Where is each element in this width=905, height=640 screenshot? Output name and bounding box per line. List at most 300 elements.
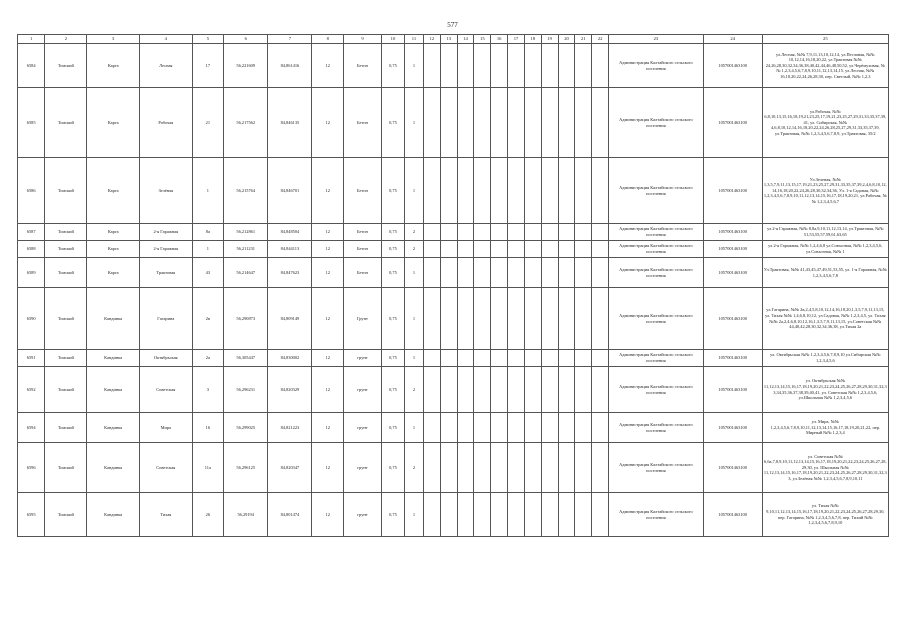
column-header: 7 <box>268 35 312 44</box>
cell-id: 6587 <box>18 224 45 241</box>
cell-c8: 12 <box>312 288 344 350</box>
cell-empty <box>558 413 575 443</box>
cell-settlement: Кандинка <box>87 288 140 350</box>
cell-lon: 84,801474 <box>268 493 312 537</box>
cell-empty <box>524 367 541 413</box>
cell-empty <box>592 413 609 443</box>
cell-c12 <box>423 413 440 443</box>
cell-empty <box>440 88 457 158</box>
cell-admin: Администрация Калтайского сельского поселения <box>609 158 704 224</box>
cell-empty <box>592 443 609 493</box>
cell-c11: 1 <box>405 258 424 288</box>
column-header: 13 <box>440 35 457 44</box>
cell-empty <box>440 367 457 413</box>
cell-empty <box>457 493 474 537</box>
table-row <box>18 493 889 537</box>
cell-empty <box>524 241 541 258</box>
cell-empty <box>575 241 592 258</box>
cell-empty <box>440 258 457 288</box>
table-row <box>18 288 889 350</box>
header-row <box>18 35 889 44</box>
cell-empty <box>558 288 575 350</box>
cell-empty <box>474 413 491 443</box>
column-header: 15 <box>474 35 491 44</box>
cell-code: 1057001463100 <box>703 224 762 241</box>
column-header: 2 <box>45 35 87 44</box>
cell-settlement: Карга <box>87 158 140 224</box>
column-header: 8 <box>312 35 344 44</box>
cell-code: 1057001463100 <box>703 413 762 443</box>
cell-id: 6595 <box>18 493 45 537</box>
cell-c10: 0,75 <box>381 350 404 367</box>
cell-street: Рабочая <box>140 88 193 158</box>
cell-empty <box>524 413 541 443</box>
cell-empty <box>474 443 491 493</box>
cell-lon: 84,820347 <box>268 443 312 493</box>
cell-district: Томский <box>45 350 87 367</box>
cell-empty <box>508 493 525 537</box>
cell-c12 <box>423 367 440 413</box>
cell-empty <box>558 367 575 413</box>
cell-district: Томский <box>45 241 87 258</box>
cell-c10: 0,75 <box>381 413 404 443</box>
cell-id: 6591 <box>18 350 45 367</box>
cell-id: 6592 <box>18 367 45 413</box>
cell-lon: 84,821223 <box>268 413 312 443</box>
cell-id: 6586 <box>18 158 45 224</box>
cell-house: 11а <box>192 443 224 493</box>
cell-lat: 56,296125 <box>224 443 268 493</box>
cell-c10: 0,75 <box>381 158 404 224</box>
cell-empty <box>440 350 457 367</box>
cell-lon: 84,846135 <box>268 88 312 158</box>
cell-district: Томский <box>45 224 87 241</box>
cell-empty <box>575 88 592 158</box>
cell-code: 1057001463100 <box>703 350 762 367</box>
column-header: 6 <box>224 35 268 44</box>
column-header: 10 <box>381 35 404 44</box>
cell-empty <box>508 158 525 224</box>
cell-house: 8а <box>192 224 224 241</box>
cell-lat: 56,215764 <box>224 158 268 224</box>
cell-id: 6590 <box>18 288 45 350</box>
cell-empty <box>457 350 474 367</box>
cell-cover: Бетон <box>344 241 382 258</box>
cell-settlement: Кандинка <box>87 413 140 443</box>
cell-empty <box>575 367 592 413</box>
cell-addresses: ул.Рабочая, №№ 6,8,10,13,15,16,18,19,21,23,25,17,19,21,23,25,27,29,31,33,35,37,39,41, ул. Сибирская, №№ 4,6,8,10,12,14,16,18,20,22,24,26,28,25,27,29,31,33,35,37,39, ул.Трактовая, №№ 1,2,3,4,5,6,7,8,9, ул.Трактовая, 35/2 <box>762 88 888 158</box>
cell-house: 3 <box>192 367 224 413</box>
cell-empty <box>508 367 525 413</box>
cell-empty <box>440 241 457 258</box>
cell-empty <box>524 258 541 288</box>
cell-empty <box>508 443 525 493</box>
table-row <box>18 258 889 288</box>
cell-c8: 12 <box>312 158 344 224</box>
cell-c8: 12 <box>312 493 344 537</box>
cell-house: 26 <box>192 493 224 537</box>
cell-addresses: ул.Гагарина, №№ 2в,2,4,5,8,10,12,14,16,18,20,1,3,5,7,9,11,13,15, ул. Тихая №№ 1,4,6,8,10,12, ул.Садовая, №№ 1,2,3,4,5, ул. Тихая №№ 2а,2,4,6,8,10,12,16,1,3,5,7,9,11,13,15, ул.Советская №№ 44,40,42,28,30,32,34,36,38, ул.Тихая 2а <box>762 288 888 350</box>
cell-lat: 56,305447 <box>224 350 268 367</box>
cell-empty <box>575 258 592 288</box>
cell-district: Томский <box>45 443 87 493</box>
cell-empty <box>558 258 575 288</box>
cell-street: Тихая <box>140 493 193 537</box>
cell-empty <box>541 413 558 443</box>
cell-district: Томский <box>45 44 87 88</box>
cell-empty <box>558 443 575 493</box>
cell-empty <box>558 241 575 258</box>
cell-c10: 0,75 <box>381 288 404 350</box>
cell-empty <box>508 288 525 350</box>
table-row <box>18 350 889 367</box>
cell-empty <box>558 44 575 88</box>
cell-district: Томский <box>45 413 87 443</box>
cell-empty <box>541 288 558 350</box>
cell-c10: 0,75 <box>381 241 404 258</box>
cell-empty <box>474 241 491 258</box>
cell-empty <box>592 288 609 350</box>
column-header: 12 <box>423 35 440 44</box>
cell-empty <box>457 158 474 224</box>
cell-street: Советская <box>140 367 193 413</box>
page-number: 577 <box>447 21 458 29</box>
cell-c11: 2 <box>405 443 424 493</box>
cell-empty <box>457 224 474 241</box>
cell-cover: грунт <box>344 350 382 367</box>
cell-admin: Администрация Калтайского сельского поселения <box>609 493 704 537</box>
cell-empty <box>474 367 491 413</box>
cell-c12 <box>423 44 440 88</box>
cell-empty <box>575 158 592 224</box>
cell-cover: Грунт <box>344 288 382 350</box>
cell-settlement: Кандинка <box>87 367 140 413</box>
cell-c8: 12 <box>312 350 344 367</box>
cell-c11: 1 <box>405 413 424 443</box>
cell-empty <box>524 288 541 350</box>
table-row <box>18 44 889 88</box>
table-row <box>18 367 889 413</box>
cell-c12 <box>423 288 440 350</box>
cell-lat: 56,211231 <box>224 241 268 258</box>
cell-empty <box>558 158 575 224</box>
cell-cover: Бетон <box>344 258 382 288</box>
cell-admin: Администрация Калтайского сельского поселения <box>609 367 704 413</box>
cell-street: Советская <box>140 443 193 493</box>
cell-addresses: ул. Тихая №№ 9,10,11,12,13,14,15,16,17,18,19,20,21,22,23,24,25,26,27,28,29,30, пер. Гагарина, №№ 1,2,3,4,5,6,7,8, пер. Тихий №№ 1,2,3,4,5,6,7,8,9,10 <box>762 493 888 537</box>
cell-empty <box>474 258 491 288</box>
cell-empty <box>508 258 525 288</box>
cell-admin: Администрация Калтайского сельского поселения <box>609 88 704 158</box>
cell-lat: 56,29194 <box>224 493 268 537</box>
cell-c8: 12 <box>312 367 344 413</box>
cell-empty <box>541 258 558 288</box>
cell-district: Томский <box>45 288 87 350</box>
cell-empty <box>592 44 609 88</box>
column-header: 17 <box>508 35 525 44</box>
cell-empty <box>558 350 575 367</box>
cell-c10: 0,75 <box>381 224 404 241</box>
cell-c8: 12 <box>312 443 344 493</box>
cell-empty <box>592 367 609 413</box>
cell-cover: грунт <box>344 493 382 537</box>
cell-c10: 0,75 <box>381 493 404 537</box>
cell-admin: Администрация Калтайского сельского поселения <box>609 258 704 288</box>
cell-empty <box>440 224 457 241</box>
cell-empty <box>491 413 508 443</box>
cell-c11: 1 <box>405 493 424 537</box>
cell-empty <box>592 88 609 158</box>
column-header: 16 <box>491 35 508 44</box>
table-row <box>18 158 889 224</box>
cell-empty <box>457 367 474 413</box>
cell-addresses: ул.Лесная, №№ 7,9,11,13,10,12,14, ул.Песчаная, №№ 10,12,14,16,18,20,22, ул.Трактовая №№ 24,26,28,30,32,34,36,38,40,42,44,46,48,50,52, ул.Черёмуховая, №№ 1,2,3,4,5,6,7,8,9,10,11,12,13,14,15, ул.Лесная, №№ 16,18,20,22,24,26,28,30, пер. Светлый, №№ 1,2,3 <box>762 44 888 88</box>
cell-c8: 12 <box>312 44 344 88</box>
column-header: 19 <box>541 35 558 44</box>
cell-empty <box>524 350 541 367</box>
cell-c12 <box>423 443 440 493</box>
cell-empty <box>575 224 592 241</box>
cell-empty <box>491 443 508 493</box>
cell-admin: Администрация Калтайского сельского поселения <box>609 350 704 367</box>
cell-district: Томский <box>45 258 87 288</box>
cell-house: 17 <box>192 44 224 88</box>
cell-empty <box>592 350 609 367</box>
cell-empty <box>575 493 592 537</box>
cell-empty <box>541 241 558 258</box>
cell-c10: 0,75 <box>381 88 404 158</box>
cell-addresses: ул. Советская №№ 6,6а,7,8,9,10,11,12,13,14,15,16,17,18,19,20,21,22,23,24,25,26,27,28,29,30, ул. Школьная №№ 11,12,13,14,15,16,17,18,19,20,21,22,23,24,25,26,27,28,29,30,31,32,33, ул.Зелёная №№ 1,2,3,4,5,6,7,8,9,10,11 <box>762 443 888 493</box>
cell-district: Томский <box>45 88 87 158</box>
cell-code: 1057001463100 <box>703 288 762 350</box>
cell-c12 <box>423 258 440 288</box>
cell-code: 1057001463100 <box>703 44 762 88</box>
cell-lon: 84,830002 <box>268 350 312 367</box>
cell-empty <box>575 350 592 367</box>
column-header: 23 <box>609 35 704 44</box>
cell-empty <box>457 258 474 288</box>
cell-empty <box>474 224 491 241</box>
cell-id: 6596 <box>18 443 45 493</box>
cell-empty <box>474 44 491 88</box>
cell-district: Томский <box>45 493 87 537</box>
cell-admin: Администрация Калтайского сельского поселения <box>609 224 704 241</box>
column-header: 24 <box>703 35 762 44</box>
cell-code: 1057001463100 <box>703 443 762 493</box>
cell-empty <box>440 413 457 443</box>
cell-id: 6584 <box>18 44 45 88</box>
cell-c8: 12 <box>312 88 344 158</box>
cell-empty <box>575 443 592 493</box>
cell-c8: 12 <box>312 224 344 241</box>
cell-c12 <box>423 350 440 367</box>
cell-c11: 1 <box>405 350 424 367</box>
cell-empty <box>575 413 592 443</box>
column-header: 21 <box>575 35 592 44</box>
cell-c11: 2 <box>405 224 424 241</box>
column-header: 11 <box>405 35 424 44</box>
cell-lat: 56,296231 <box>224 367 268 413</box>
cell-empty <box>457 413 474 443</box>
table-row <box>18 241 889 258</box>
cell-lat: 56,221609 <box>224 44 268 88</box>
cell-settlement: Карга <box>87 44 140 88</box>
cell-empty <box>457 288 474 350</box>
cell-house: 2в <box>192 288 224 350</box>
cell-code: 1057001463100 <box>703 158 762 224</box>
cell-empty <box>491 493 508 537</box>
cell-empty <box>508 224 525 241</box>
cell-empty <box>558 224 575 241</box>
cell-addresses: ул. Октябрьская №№ 1,2,3,4,5,6,7,8,9,10 ул.Сибирская №№ 1,2,3,4,5,6 <box>762 350 888 367</box>
cell-empty <box>508 88 525 158</box>
cell-empty <box>524 44 541 88</box>
cell-c11: 2 <box>405 241 424 258</box>
cell-street: Лесная <box>140 44 193 88</box>
cell-empty <box>457 44 474 88</box>
cell-house: 2а <box>192 350 224 367</box>
cell-cover: Бетон <box>344 224 382 241</box>
cell-empty <box>541 443 558 493</box>
cell-c8: 12 <box>312 413 344 443</box>
cell-cover: грунт <box>344 443 382 493</box>
cell-empty <box>541 88 558 158</box>
cell-addresses: ул. Октябрьская №№ 11,12,13,14,15,16,17,18,19,20,21,22,23,24,25,26,27,28,29,30,31,32,33,34,35,36,37,38,39,40,41, ул. Советская №№ 1,2,3,4,5,6, ул.Школьная №№ 1,2,3,4,5,6 <box>762 367 888 413</box>
cell-cover: Бетон <box>344 88 382 158</box>
cell-empty <box>491 350 508 367</box>
cell-street: Зелёная <box>140 158 193 224</box>
cell-cover: Бетон <box>344 44 382 88</box>
column-header: 4 <box>140 35 193 44</box>
cell-c10: 0,75 <box>381 258 404 288</box>
cell-admin: Администрация Калтайского сельского поселения <box>609 443 704 493</box>
cell-district: Томский <box>45 158 87 224</box>
table-row <box>18 88 889 158</box>
cell-c12 <box>423 224 440 241</box>
column-header: 9 <box>344 35 382 44</box>
cell-empty <box>491 224 508 241</box>
cell-code: 1057001463100 <box>703 241 762 258</box>
cell-empty <box>508 241 525 258</box>
cell-cover: Бетон <box>344 158 382 224</box>
cell-empty <box>524 88 541 158</box>
cell-lon: 84,809149 <box>268 288 312 350</box>
cell-c11: 1 <box>405 158 424 224</box>
cell-c12 <box>423 88 440 158</box>
cell-empty <box>491 367 508 413</box>
cell-empty <box>592 493 609 537</box>
cell-house: 1 <box>192 241 224 258</box>
cell-settlement: Карга <box>87 241 140 258</box>
cell-cover: грунт <box>344 367 382 413</box>
cell-empty <box>541 44 558 88</box>
cell-code: 1057001463100 <box>703 258 762 288</box>
cell-c12 <box>423 158 440 224</box>
cell-empty <box>524 224 541 241</box>
cell-district: Томский <box>45 367 87 413</box>
cell-empty <box>524 493 541 537</box>
cell-c11: 1 <box>405 44 424 88</box>
cell-empty <box>491 44 508 88</box>
cell-addresses: Ул.Трактовая, №№ 41,43,45,47,49,51,53,55, ул. 1-я Гаражная, №№ 1,2,3,4,5,6,7,8 <box>762 258 888 288</box>
cell-street: 2-я Гаражная <box>140 224 193 241</box>
cell-empty <box>508 44 525 88</box>
column-header: 20 <box>558 35 575 44</box>
cell-c12 <box>423 241 440 258</box>
cell-lon: 84,844113 <box>268 241 312 258</box>
cell-lat: 56,290873 <box>224 288 268 350</box>
cell-empty <box>541 224 558 241</box>
cell-empty <box>592 241 609 258</box>
cell-settlement: Карга <box>87 258 140 288</box>
cell-settlement: Кандинка <box>87 443 140 493</box>
cell-c12 <box>423 493 440 537</box>
cell-lon: 84,846701 <box>268 158 312 224</box>
cell-empty <box>541 493 558 537</box>
cell-code: 1057001463100 <box>703 88 762 158</box>
cell-empty <box>592 224 609 241</box>
cell-empty <box>592 258 609 288</box>
register-table <box>17 34 889 537</box>
cell-lon: 84,847623 <box>268 258 312 288</box>
cell-lat: 56,212861 <box>224 224 268 241</box>
cell-empty <box>491 88 508 158</box>
column-header: 3 <box>87 35 140 44</box>
column-header: 22 <box>592 35 609 44</box>
cell-id: 6589 <box>18 258 45 288</box>
cell-street: Трактовая <box>140 258 193 288</box>
cell-c8: 12 <box>312 241 344 258</box>
cell-empty <box>457 241 474 258</box>
cell-id: 6594 <box>18 413 45 443</box>
cell-street: Мира <box>140 413 193 443</box>
cell-empty <box>474 88 491 158</box>
cell-empty <box>440 443 457 493</box>
cell-lat: 56,299025 <box>224 413 268 443</box>
cell-empty <box>440 158 457 224</box>
table-row <box>18 224 889 241</box>
cell-empty <box>541 158 558 224</box>
cell-house: 21 <box>192 88 224 158</box>
column-header: 25 <box>762 35 888 44</box>
cell-code: 1057001463100 <box>703 493 762 537</box>
cell-c8: 12 <box>312 258 344 288</box>
cell-c10: 0,75 <box>381 443 404 493</box>
cell-empty <box>440 493 457 537</box>
cell-empty <box>558 493 575 537</box>
cell-empty <box>592 158 609 224</box>
cell-house: 43 <box>192 258 224 288</box>
cell-empty <box>524 443 541 493</box>
cell-empty <box>541 350 558 367</box>
cell-empty <box>491 241 508 258</box>
cell-settlement: Карга <box>87 224 140 241</box>
column-header: 14 <box>457 35 474 44</box>
cell-lat: 56,217562 <box>224 88 268 158</box>
cell-c10: 0,75 <box>381 367 404 413</box>
table-row <box>18 413 889 443</box>
column-header: 18 <box>524 35 541 44</box>
cell-admin: Администрация Калтайского сельского поселения <box>609 44 704 88</box>
cell-empty <box>508 413 525 443</box>
cell-empty <box>440 288 457 350</box>
cell-street: 2-я Гаражная <box>140 241 193 258</box>
cell-empty <box>491 288 508 350</box>
cell-street: Октябрьская <box>140 350 193 367</box>
cell-empty <box>474 288 491 350</box>
cell-c10: 0,75 <box>381 44 404 88</box>
cell-lon: 84,848504 <box>268 224 312 241</box>
